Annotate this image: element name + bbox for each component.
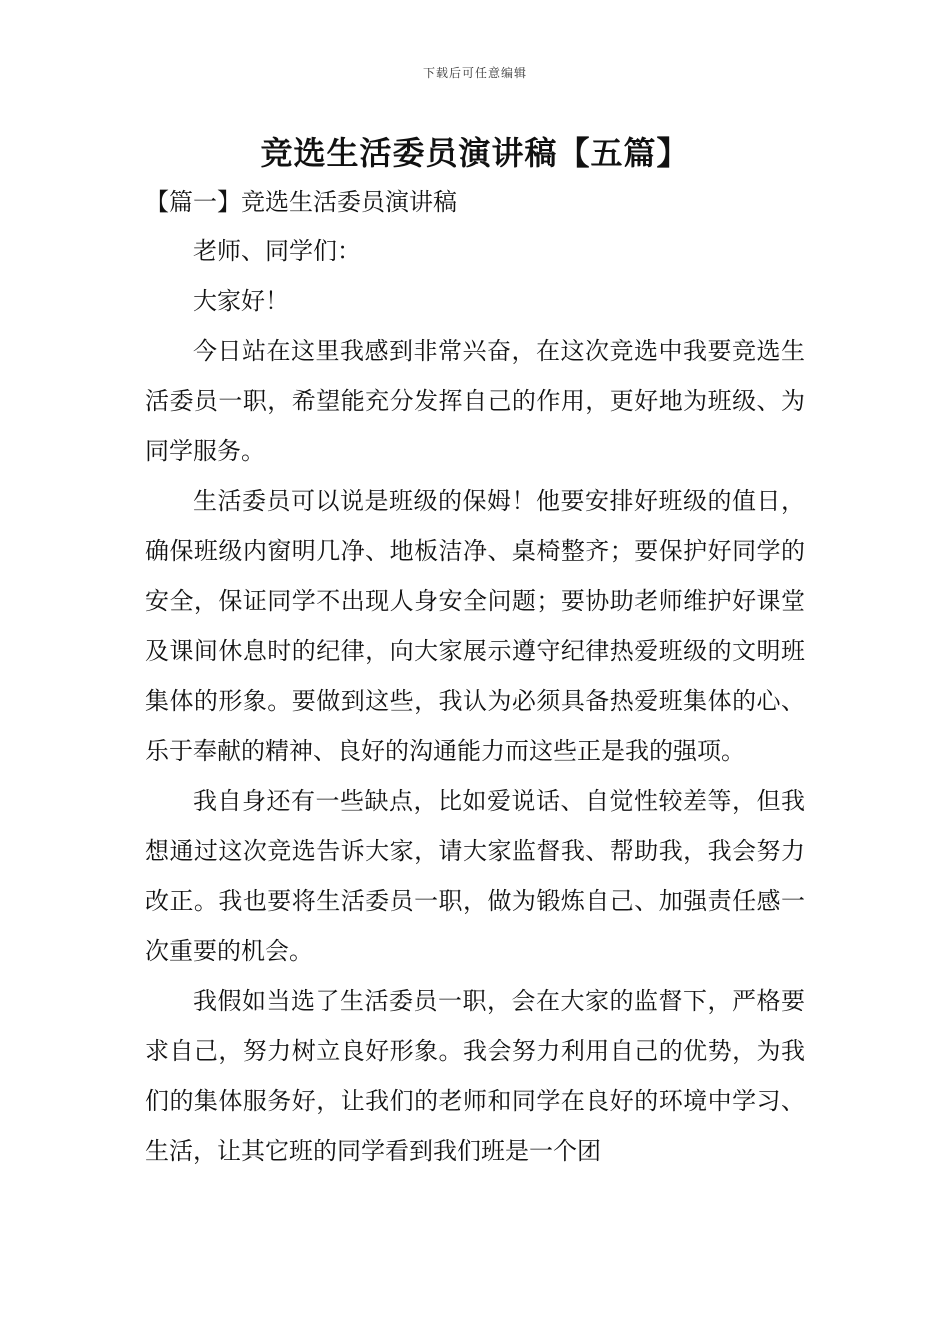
paragraph: 今日站在这里我感到非常兴奋，在这次竞选中我要竞选生活委员一职，希望能充分发挥自己的作用，更好地为班级、为同学服务。 <box>145 337 805 465</box>
paragraph: 生活委员可以说是班级的保姆！他要安排好班级的值日，确保班级内窗明几净、地板洁净、桌椅整齐；要保护好同学的安全，保证同学不出现人身安全问题；要协助老师维护好课堂及课间休息时的纪律，向大家展示遵守纪律热爱班级的文明班集体的形象。要做到这些，我认为必须具备热爱班集体的心、乐于奉献的精神、良好的沟通能力而这些正是我的强项。 <box>145 487 805 765</box>
header-note: 下载后可任意编辑 <box>422 66 527 80</box>
paragraph: 我假如当选了生活委员一职，会在大家的监督下，严格要求自己，努力树立良好形象。我会努力利用自己的优势，为我们的集体服务好，让我们的老师和同学在良好的环境中学习、生活，让其它班的同学看到我们班是一个团 <box>145 987 805 1165</box>
document-title: 竞选生活委员演讲稿【五篇】 <box>260 134 690 172</box>
paragraph: 我自身还有一些缺点，比如爱说话、自觉性较差等，但我想通过这次竞选告诉大家，请大家监督我、帮助我，我会努力改正。我也要将生活委员一职，做为锻炼自己、加强责任感一次重要的机会。 <box>145 787 805 965</box>
paragraph-salutation: 老师、同学们： <box>193 237 361 265</box>
document-body <box>145 226 805 1176</box>
paragraph-greeting: 大家好！ <box>193 287 289 315</box>
section-heading: 【篇一】竞选生活委员演讲稿 <box>145 188 457 216</box>
